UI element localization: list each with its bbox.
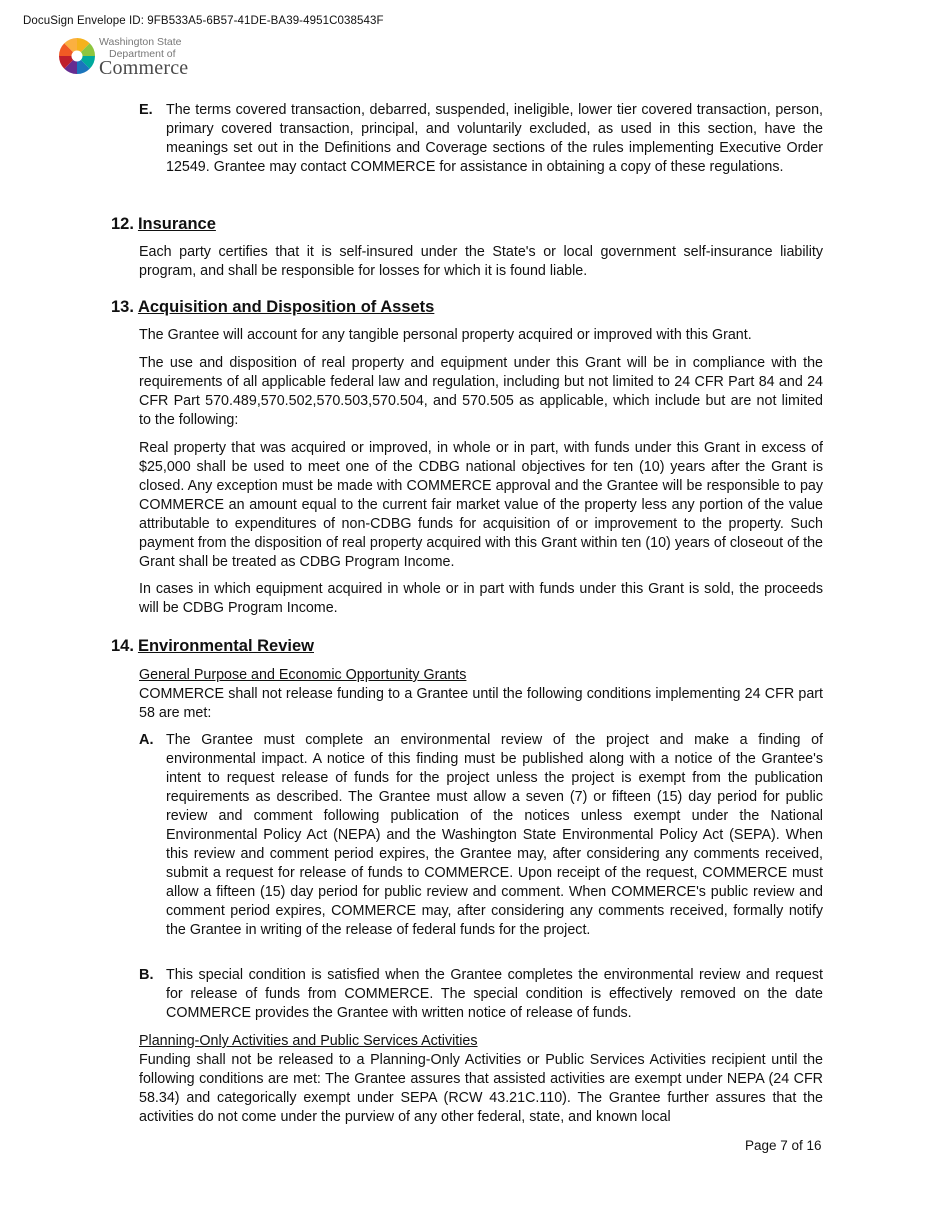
logo-line-2: Department of <box>109 47 176 60</box>
logo-line-1: Washington State <box>99 36 182 48</box>
list-letter: B. <box>139 967 154 983</box>
section-number: 14. <box>111 637 134 655</box>
section-number: 12. <box>111 215 134 233</box>
section-title: Acquisition and Disposition of Assets <box>137 298 435 316</box>
docusign-envelope-id: DocuSign Envelope ID: 9FB533A5-6B57-41DE-BA39-4951C038543F <box>23 15 384 27</box>
section-number: 13. <box>111 298 134 316</box>
list-item-a <box>139 731 823 940</box>
section-13-paragraph-1: The Grantee will account for any tangible personal property acquired or improved with this Grant. <box>139 327 752 343</box>
section-12-heading <box>111 214 216 234</box>
section-title: Environmental Review <box>137 637 314 655</box>
section-14-heading <box>111 636 314 656</box>
list-text: This special condition is satisfied when the Grantee completes the environmental review and request for release of funds from COMMERCE. The special condition is effectively removed on the date COMMERCE provides the Grantee with written notice of release of funds. <box>166 967 823 1021</box>
list-item-b <box>139 966 823 1023</box>
commerce-logo-icon <box>57 36 97 76</box>
list-letter: E. <box>139 102 153 118</box>
section-13-paragraph-2: The use and disposition of real property and equipment under this Grant will be in compliance with the requirements of all applicable federal law and regulation, including but not limited to 24 CFR Part 84 and 24 CFR Part 570.489,570.502,570.503,570.504, and 570.505 as applicable, which include but are not limited to the following: <box>139 355 823 428</box>
section-14-subheading-1: General Purpose and Economic Opportunity Grants <box>139 667 467 683</box>
list-item-e <box>139 101 823 177</box>
page-number: Page 7 of 16 <box>745 1138 822 1153</box>
section-14-intro: COMMERCE shall not release funding to a Grantee until the following conditions implementing 24 CFR part 58 are met: <box>139 686 823 721</box>
section-12-paragraph-1: Each party certifies that it is self-insured under the State's or local government self-insurance liability program, and shall be responsible for losses for which it is found liable. <box>139 244 823 279</box>
list-text: The Grantee must complete an environmental review of the project and make a finding of environmental impact. A notice of this finding must be published along with a notice of the Grantee's intent to request release of funds for the project unless the project is exempt from the publication requirements as described. The Grantee must allow a seven (7) or fifteen (15) day period for public review and comment following publication of the notices unless exempt under the National Environmental Policy Act (NEPA) and the Washington State Environmental Policy Act (SEPA). When this review and comment period expires, the Grantee may, after considering any comments received, submit a request for release of funds to COMMERCE. Upon receipt of the request, COMMERCE must allow a fifteen (15) day period for public review and comment. When COMMERCE's public review and comment period expires, COMMERCE may, after considering any comments received, formally notify the Grantee in writing of the release of federal funds for the project. <box>166 732 823 938</box>
section-title: Insurance <box>137 215 216 233</box>
commerce-logo <box>57 36 197 80</box>
section-13-paragraph-4: In cases in which equipment acquired in whole or in part with funds under this Grant is sold, the proceeds will be CDBG Program Income. <box>139 581 823 616</box>
list-letter: A. <box>139 732 154 748</box>
section-13-paragraph-3: Real property that was acquired or improved, in whole or in part, with funds under this Grant in excess of $25,000 shall be used to meet one of the CDBG national objectives for ten (10) years after the Grant is closed. Any exception must be made with COMMERCE approval and the Grantee will be responsible to pay COMMERCE an amount equal to the current fair market value of the property less any portion of the value attributable to expenditures of non-CDBG funds for acquisition of or improvement to the property. Such payment from the disposition of real property acquired with this Grant within ten (10) years of closeout of the Grant shall be treated as CDBG Program Income. <box>139 440 823 570</box>
section-13-heading <box>111 297 434 317</box>
section-14-planning-paragraph: Funding shall not be released to a Planning-Only Activities or Public Services Activities recipient until the following conditions are met: The Grantee assures that assisted activities are exempt under NEPA (24 CFR 58.34) and categorically exempt under SEPA (RCW 43.21C.110). The Grantee further assures that the activities do not come under the purview of any other federal, state, and known local <box>139 1052 823 1125</box>
section-14-subheading-2: Planning-Only Activities and Public Services Activities <box>139 1033 478 1049</box>
logo-line-3: Commerce <box>99 57 189 79</box>
list-text: The terms covered transaction, debarred, suspended, ineligible, lower tier covered transaction, person, primary covered transaction, principal, and voluntarily excluded, as used in this section, have the meanings set out in the Definitions and Coverage sections of the rules implementing Executive Order 12549. Grantee may contact COMMERCE for assistance in obtaining a copy of these regulations. <box>166 102 823 175</box>
